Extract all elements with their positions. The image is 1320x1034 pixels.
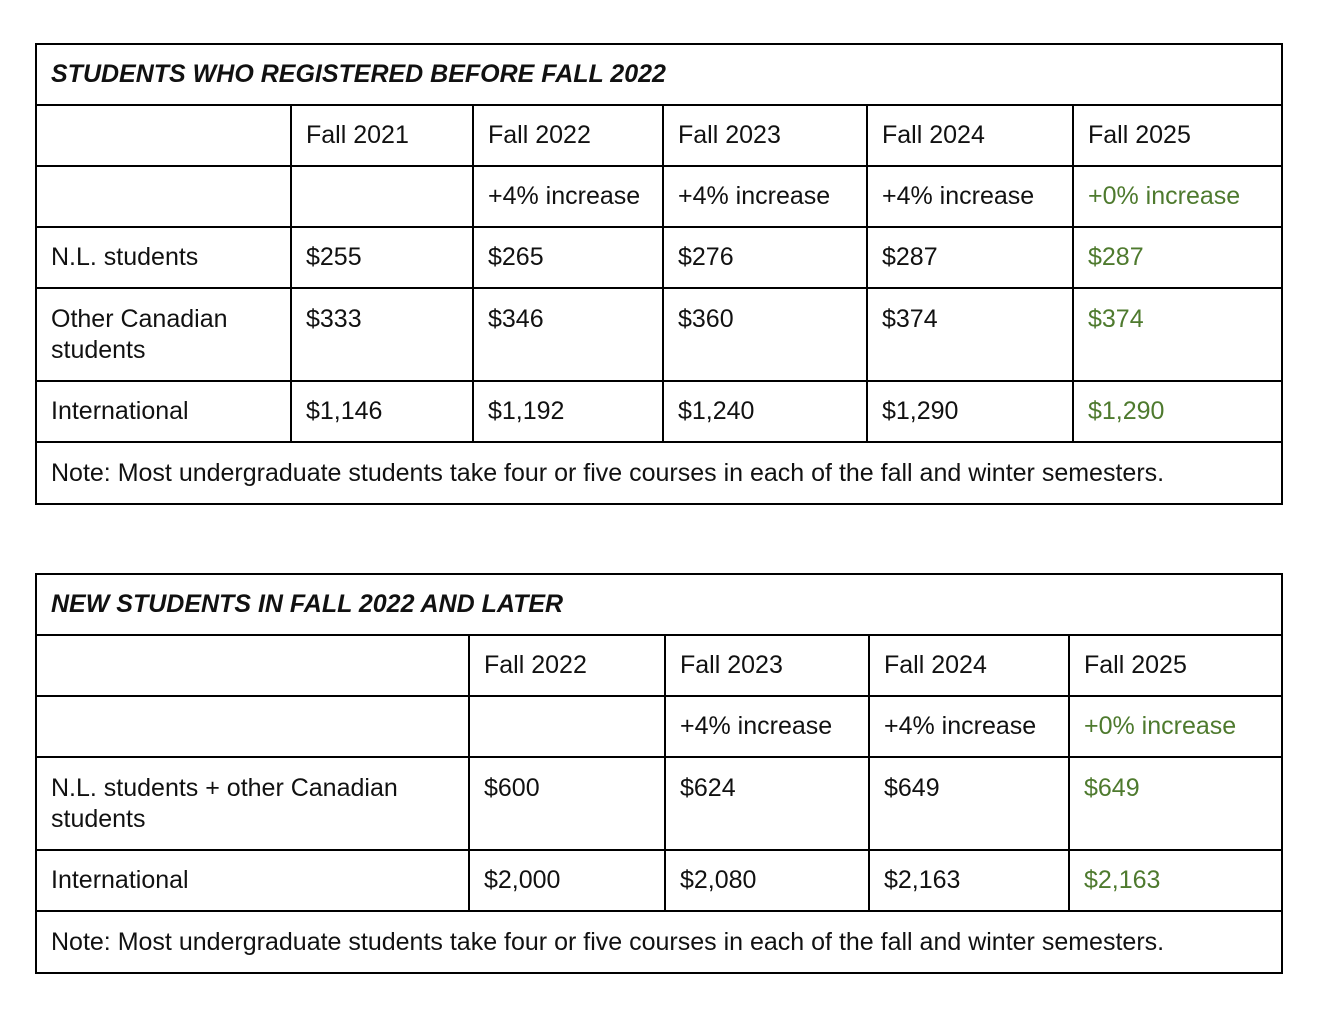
note-row <box>36 442 1282 504</box>
fee-cell: $1,192 <box>473 381 663 442</box>
header-cell-empty <box>36 635 469 696</box>
fee-cell: $600 <box>469 757 665 850</box>
row-label: International <box>36 381 291 442</box>
header-cell: Fall 2025 <box>1069 635 1282 696</box>
fee-cell: $2,163 <box>869 850 1069 911</box>
row-label: Other Canadian students <box>36 288 291 381</box>
increase-cell-highlight: +0% increase <box>1073 166 1282 227</box>
increase-cell: +4% increase <box>665 696 869 757</box>
fee-cell: $2,000 <box>469 850 665 911</box>
header-cell: Fall 2023 <box>663 105 867 166</box>
fee-table-before-fall-2022 <box>35 43 1283 505</box>
increase-cell-empty <box>469 696 665 757</box>
fee-cell: $649 <box>869 757 1069 850</box>
increase-row <box>36 166 1282 227</box>
table-note: Note: Most undergraduate students take four or five courses in each of the fall and winter semesters. <box>36 442 1282 504</box>
fee-cell: $1,146 <box>291 381 473 442</box>
header-row <box>36 635 1282 696</box>
fee-cell-highlight: $1,290 <box>1073 381 1282 442</box>
row-label: N.L. students + other Canadian students <box>36 757 469 850</box>
fee-cell: $255 <box>291 227 473 288</box>
increase-cell: +4% increase <box>869 696 1069 757</box>
table-row <box>36 227 1282 288</box>
header-cell: Fall 2022 <box>473 105 663 166</box>
header-cell: Fall 2023 <box>665 635 869 696</box>
row-label: N.L. students <box>36 227 291 288</box>
fee-cell: $360 <box>663 288 867 381</box>
fee-cell: $1,240 <box>663 381 867 442</box>
table-row <box>36 381 1282 442</box>
table-row <box>36 757 1282 850</box>
increase-cell-empty <box>36 696 469 757</box>
header-cell: Fall 2024 <box>867 105 1073 166</box>
fee-cell: $265 <box>473 227 663 288</box>
fee-cell: $287 <box>867 227 1073 288</box>
fee-table-new-students <box>35 573 1283 974</box>
fee-cell: $333 <box>291 288 473 381</box>
header-cell-empty <box>36 105 291 166</box>
fee-cell-highlight: $649 <box>1069 757 1282 850</box>
table-row <box>36 288 1282 381</box>
table-note: Note: Most undergraduate students take four or five courses in each of the fall and winter semesters. <box>36 911 1282 973</box>
table-title: NEW STUDENTS IN FALL 2022 AND LATER <box>36 574 1282 635</box>
fee-cell: $276 <box>663 227 867 288</box>
header-cell: Fall 2022 <box>469 635 665 696</box>
increase-cell-empty <box>291 166 473 227</box>
header-cell: Fall 2021 <box>291 105 473 166</box>
fee-cell-highlight: $287 <box>1073 227 1282 288</box>
increase-cell: +4% increase <box>473 166 663 227</box>
header-cell: Fall 2024 <box>869 635 1069 696</box>
fee-cell: $624 <box>665 757 869 850</box>
increase-cell-highlight: +0% increase <box>1069 696 1282 757</box>
fee-cell-highlight: $374 <box>1073 288 1282 381</box>
increase-cell-empty <box>36 166 291 227</box>
fee-cell-highlight: $2,163 <box>1069 850 1282 911</box>
table-title-row <box>36 44 1282 105</box>
table-title: STUDENTS WHO REGISTERED BEFORE FALL 2022 <box>36 44 1282 105</box>
row-label: International <box>36 850 469 911</box>
fee-cell: $374 <box>867 288 1073 381</box>
header-row <box>36 105 1282 166</box>
increase-cell: +4% increase <box>867 166 1073 227</box>
header-cell: Fall 2025 <box>1073 105 1282 166</box>
table-row <box>36 850 1282 911</box>
note-row <box>36 911 1282 973</box>
increase-row <box>36 696 1282 757</box>
increase-cell: +4% increase <box>663 166 867 227</box>
fee-cell: $1,290 <box>867 381 1073 442</box>
table-title-row <box>36 574 1282 635</box>
fee-cell: $2,080 <box>665 850 869 911</box>
fee-cell: $346 <box>473 288 663 381</box>
